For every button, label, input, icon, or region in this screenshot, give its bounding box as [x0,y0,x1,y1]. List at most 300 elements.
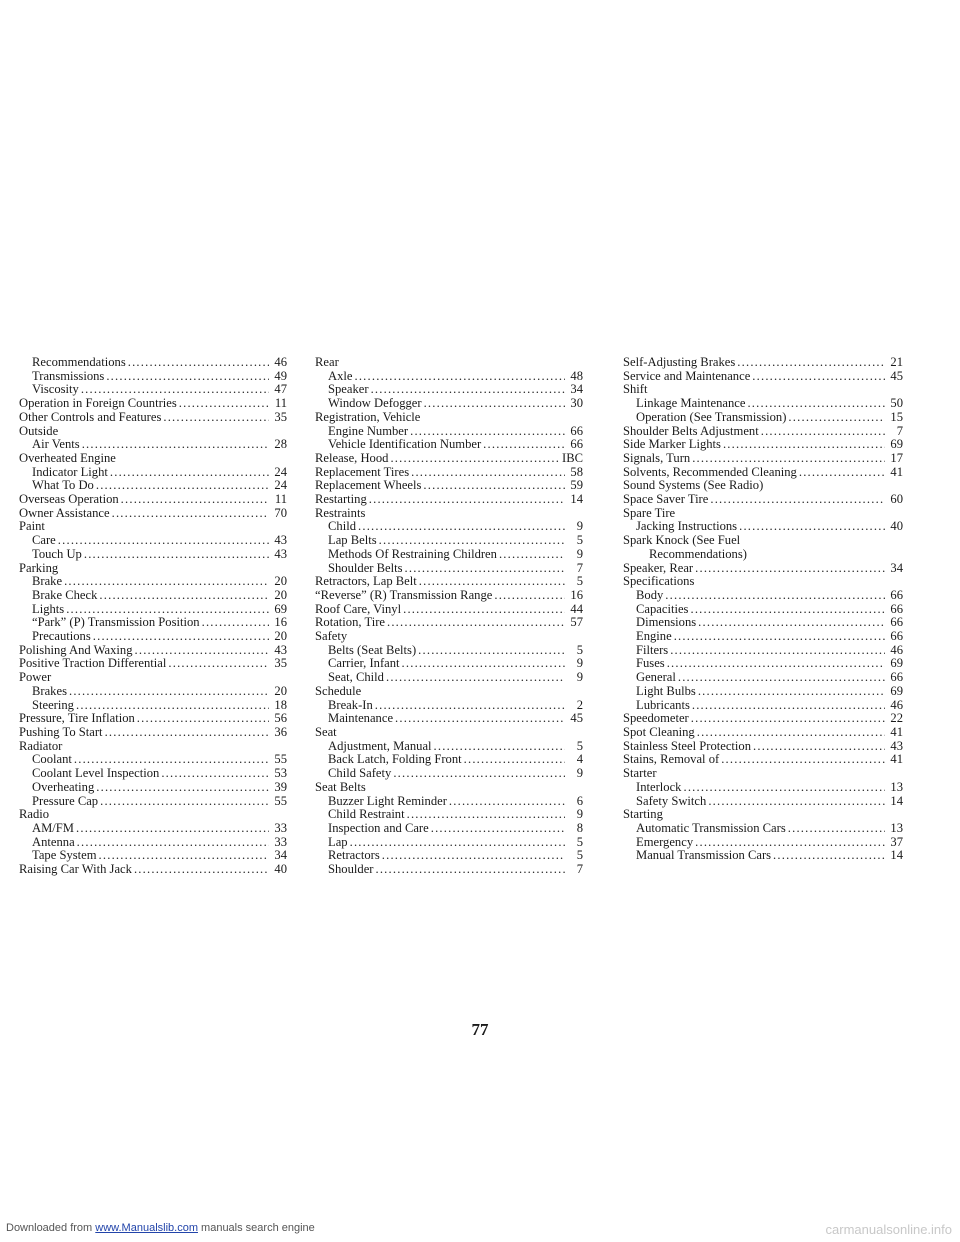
dot-leader [375,863,565,877]
index-entry-text: Positive Traction Differential [19,657,167,671]
index-entry-text: Brakes [32,684,67,698]
index-subentry [315,548,583,562]
index-entry-text: Child Restraint [328,808,405,822]
index-entry-text: Registration, Vehicle [315,410,421,424]
dot-leader [788,411,885,425]
footer-prefix: Downloaded from [6,1222,96,1234]
index-page-number: 37 [890,835,903,849]
manualslib-link[interactable]: www.Manualslib.com [95,1222,198,1234]
dot-leader [423,479,565,493]
dot-leader [76,699,269,713]
index-page-number: 41 [890,753,903,767]
dot-leader [698,685,885,699]
index-page-number: 22 [890,712,903,726]
index-page-number: 66 [890,588,903,602]
dot-leader [753,740,885,754]
index-subentry [623,685,903,699]
index-entry-text: Parking [19,561,59,575]
index-subentry [19,548,287,562]
index-entry-text: Axle [328,369,353,383]
index-subentry [623,781,903,795]
index-page-number: 20 [274,575,287,589]
index-heading [19,452,287,466]
index-page-number: 7 [896,424,903,438]
index-page-number: 18 [274,698,287,712]
index-entry-text: Manual Transmission Cars [636,849,772,863]
index-entry-text: Replacement Tires [315,465,410,479]
index-heading [315,616,583,630]
index-heading [19,863,287,877]
index-page-number: 45 [890,369,903,383]
index-page-number: 33 [274,821,287,835]
dot-leader [369,493,565,507]
index-heading [315,781,583,795]
index-entry-text: Replacement Wheels [315,479,422,493]
index-entry-text: Signals, Turn [623,451,691,465]
dot-leader [386,671,565,685]
dot-leader [405,562,565,576]
dot-leader [419,575,565,589]
index-subentry [19,699,287,713]
dot-leader [723,438,885,452]
index-page-number: 66 [890,602,903,616]
index-entry-text: Lubricants [636,698,690,712]
index-entry-text: Specifications [623,575,695,589]
index-entry-text: Speedometer [623,712,689,726]
index-entry-text: Transmissions [32,369,105,383]
index-heading [19,493,287,507]
index-entry-text: Steering [32,698,74,712]
index-page-number: 47 [274,383,287,397]
index-subentry [19,534,287,548]
index-entry-text: Sound Systems (See Radio) [623,479,764,493]
index-entry-text: Seat [315,725,337,739]
index-entry-text: Touch Up [32,547,82,561]
index-subentry [315,671,583,685]
index-column-2 [315,356,583,877]
index-subentry [315,767,583,781]
index-subentry [623,630,903,644]
index-subentry [315,849,583,863]
index-subentry [623,397,903,411]
index-subentry [623,822,903,836]
index-page-number: 28 [274,438,287,452]
dot-leader [379,534,565,548]
index-page-number: 9 [576,657,583,671]
index-heading [623,466,903,480]
index-entry-text: Viscosity [32,383,79,397]
index-subentry [19,479,287,493]
index-page-number: 11 [274,493,287,507]
dot-leader [84,548,269,562]
index-subentry [623,589,903,603]
index-heading [623,740,903,754]
dot-leader [99,849,269,863]
dot-leader [788,822,885,836]
index-subentry [623,616,903,630]
dot-leader [747,397,885,411]
page-number: 77 [471,1020,489,1039]
index-subentry [623,699,903,713]
index-heading [623,726,903,740]
index-entry-text: Owner Assistance [19,506,110,520]
index-heading [19,397,287,411]
index-page-number: 41 [890,465,903,479]
index-heading [623,562,903,576]
dot-leader [137,712,269,726]
index-entry-text: Pressure, Tire Inflation [19,712,135,726]
dot-leader [695,836,885,850]
index-subentry [19,822,287,836]
index-page-number: 14 [570,493,583,507]
index-entry-text: Spare Tire [623,506,676,520]
dot-leader [695,562,885,576]
index-page-number: IBC [562,451,583,465]
index-subentry [315,863,583,877]
index-heading [623,808,903,822]
index-entry-text: Vehicle Identification Number [328,438,482,452]
dot-leader [691,712,885,726]
index-entry-text: Safety [315,630,348,644]
index-page-number: 34 [570,383,583,397]
index-page-number: 66 [890,616,903,630]
index-entry-text: Break-In [328,698,373,712]
index-subentry [19,370,287,384]
dot-leader [449,795,565,809]
dot-leader [76,822,269,836]
dot-leader [678,671,885,685]
dot-leader [665,589,885,603]
index-page-number: 33 [274,835,287,849]
index-page-number: 5 [576,643,583,657]
index-page-number: 24 [274,465,287,479]
index-entry-text: Radiator [19,739,63,753]
dot-leader [82,438,269,452]
index-entry-text: Shift [623,383,648,397]
index-page-number: 43 [890,739,903,753]
index-entry-text: Safety Switch [636,794,707,808]
index-entry-text: Overheating [32,780,95,794]
index-entry-text: Antenna [32,835,75,849]
dot-leader [163,411,269,425]
dot-leader [121,493,269,507]
dot-leader [692,452,885,466]
index-entry-text: Recommendations [32,356,126,369]
index-page-number: 69 [274,602,287,616]
dot-leader [708,795,885,809]
dot-leader [710,493,885,507]
index-page-number: 50 [890,397,903,411]
dot-leader [690,603,885,617]
dot-leader [375,699,565,713]
index-page-number: 9 [576,520,583,534]
index-subentry [315,657,583,671]
index-page-number: 5 [576,739,583,753]
dot-leader [407,808,565,822]
index-entry-text: Engine [636,630,672,644]
index-heading [623,767,903,781]
index-page-number: 14 [890,849,903,863]
dot-leader [96,479,269,493]
index-entry-text: Pressure Cap [32,794,99,808]
index-page-number: 53 [274,767,287,781]
dot-leader [354,370,565,384]
index-entry-text: Methods Of Restraining Children [328,547,497,561]
index-subentry [623,520,903,534]
index-entry-text: Child [328,520,356,534]
dot-leader [761,425,885,439]
index-subentry [19,630,287,644]
index-heading [315,589,583,603]
index-page-number: 7 [576,863,583,877]
dot-leader [99,589,269,603]
dot-leader [105,726,269,740]
index-entry-text: Window Defogger [328,397,422,411]
index-heading [19,507,287,521]
index-page-number: 66 [890,671,903,685]
index-subentry [19,836,287,850]
index-entry-text: Restraints [315,506,366,520]
index-entry-text: Outside [19,424,59,438]
index-subentry [623,657,903,671]
index-entry-text: Buzzer Light Reminder [328,794,447,808]
dot-leader [393,767,565,781]
index-heading [315,452,583,466]
dot-leader [410,425,565,439]
index-column-1 [19,356,287,877]
index-entry-text: Dimensions [636,616,697,630]
dot-leader [499,548,565,562]
index-heading [623,575,903,589]
index-page-number: 46 [890,643,903,657]
index-page-number: 20 [274,630,287,644]
download-footer [6,1222,315,1234]
index-page-number: 21 [890,356,903,369]
index-page-number: 20 [274,588,287,602]
index-page-number: 9 [576,808,583,822]
index-entry-text: Paint [19,520,45,534]
index-heading [315,630,583,644]
index-page-number: 5 [576,575,583,589]
index-subentry [19,849,287,863]
dot-leader [106,370,269,384]
dot-leader [752,370,885,384]
index-entry-text: Service and Maintenance [623,369,751,383]
index-subentry [315,534,583,548]
index-page-number: 49 [274,369,287,383]
index-subentry [315,795,583,809]
index-heading [19,808,287,822]
index-heading [19,657,287,671]
index-subentry [315,370,583,384]
dot-leader [96,781,269,795]
index-entry-text: Stains, Removal of [623,753,720,767]
index-subentry [315,520,583,534]
dot-leader [371,383,565,397]
index-page-number: 15 [890,410,903,424]
index-page-number: 5 [576,534,583,548]
dot-leader [483,438,565,452]
index-entry-text: Engine Number [328,424,409,438]
index-subentry [623,836,903,850]
index-subentry [623,644,903,658]
dot-leader [773,849,885,863]
index-entry-text: Jacking Instructions [636,520,738,534]
dot-leader [674,630,885,644]
index-page-number: 43 [274,547,287,561]
index-page-number: 55 [274,794,287,808]
index-entry-text: Spot Cleaning [623,725,695,739]
index-heading [19,712,287,726]
dot-leader [494,589,565,603]
index-subentry [19,438,287,452]
index-entry-text: Coolant Level Inspection [32,767,160,781]
index-heading [19,411,287,425]
dot-leader [799,466,885,480]
dot-leader [74,753,269,767]
index-subentry [19,466,287,480]
index-entry-text: Coolant [32,753,72,767]
index-page-number: 4 [576,753,583,767]
dot-leader [134,863,269,877]
dot-leader [128,356,269,370]
index-entry-text: Rotation, Tire [315,616,385,630]
index-subentry [315,644,583,658]
dot-leader [683,781,885,795]
dot-leader [81,383,269,397]
index-heading [315,479,583,493]
index-entry-text: Overheated Engine [19,451,116,465]
dot-leader [390,452,560,466]
dot-leader [387,616,565,630]
index-heading [623,534,903,548]
index-page-number: 39 [274,780,287,794]
index-page-number: 8 [576,821,583,835]
index-entry-text: Fuses [636,657,665,671]
index-entry-text: Indicator Light [32,465,108,479]
index-entry-text: Air Vents [32,438,80,452]
index-heading [315,685,583,699]
index-page-number: 66 [570,438,583,452]
index-entry-text: Speaker [328,383,369,397]
index-entry-text: Speaker, Rear [623,561,694,575]
index-page-number: 34 [890,561,903,575]
index-subentry [19,685,287,699]
index-subentry [315,808,583,822]
index-page-number: 58 [570,465,583,479]
index-page-number: 48 [570,369,583,383]
index-page-number: 5 [576,849,583,863]
dot-leader [697,726,885,740]
index-entry-text: Linkage Maintenance [636,397,746,411]
index-subentry [315,383,583,397]
index-entry-text: Brake [32,575,63,589]
dot-leader [168,657,269,671]
index-subentry [315,438,583,452]
dot-leader [100,795,269,809]
index-heading [19,726,287,740]
dot-leader [403,603,565,617]
index-entry-text: Schedule [315,684,362,698]
index-entry-text: Child Safety [328,767,392,781]
index-heading [19,671,287,685]
index-subentry [623,671,903,685]
index-entry-text: Retractors [328,849,380,863]
index-entry-text: Radio [19,808,50,822]
index-page-number: 70 [274,506,287,520]
index-subentry [315,822,583,836]
dot-leader [58,534,269,548]
index-page-number: 30 [570,397,583,411]
index-heading [623,370,903,384]
index-entry-text: Release, Hood [315,451,389,465]
index-subentry [19,767,287,781]
index-entry-text: Light Bulbs [636,684,696,698]
index-heading [315,493,583,507]
index-entry-text: General [636,671,676,685]
index-entry-text: AM/FM [32,821,74,835]
index-page-number: 43 [274,534,287,548]
index-page-number: 35 [274,410,287,424]
index-page-number: 6 [576,794,583,808]
site-watermark: carmanualsonline.info [825,1222,952,1237]
index-entry-text: What To Do [32,479,94,493]
index-heading [623,452,903,466]
footer-suffix: manuals search engine [197,1222,315,1234]
index-entry-text: Shoulder Belts [328,561,403,575]
index-heading [315,466,583,480]
index-page-number: 45 [570,712,583,726]
index-entry-text: Lap Belts [328,534,377,548]
index-entry-text: Operation in Foreign Countries [19,397,177,411]
index-subentry [19,616,287,630]
index-heading [315,356,583,370]
dot-leader [737,356,885,370]
index-entry-text: Starter [623,767,657,781]
index-subentry [315,753,583,767]
index-page-number: 41 [890,725,903,739]
index-entry-text: Adjustment, Manual [328,739,432,753]
dot-leader [721,753,885,767]
dot-leader [424,397,565,411]
index-entry-text: Precautions [32,630,91,644]
dot-leader [93,630,269,644]
dot-leader [434,740,565,754]
index-page-number: 46 [274,356,287,369]
index-subentry [315,425,583,439]
dot-leader [110,466,269,480]
index-entry-text: Inspection and Care [328,821,429,835]
index-page-number: 24 [274,479,287,493]
index-entry-text: Shoulder [328,863,374,877]
index-entry-text: Shoulder Belts Adjustment [623,424,759,438]
index-entry-text: Filters [636,643,669,657]
index-page-number: 59 [570,479,583,493]
dot-leader [411,466,565,480]
index-page-number: 60 [890,493,903,507]
index-page-number: 43 [274,643,287,657]
index-heading [623,438,903,452]
index-page-number: 13 [890,821,903,835]
index-heading [19,520,287,534]
dot-leader [431,822,565,836]
dot-leader [418,644,565,658]
index-entry-text: Tape System [32,849,97,863]
index-page-number: 16 [274,616,287,630]
dot-leader [202,616,269,630]
index-subentry [315,740,583,754]
index-entry-text: Brake Check [32,588,98,602]
